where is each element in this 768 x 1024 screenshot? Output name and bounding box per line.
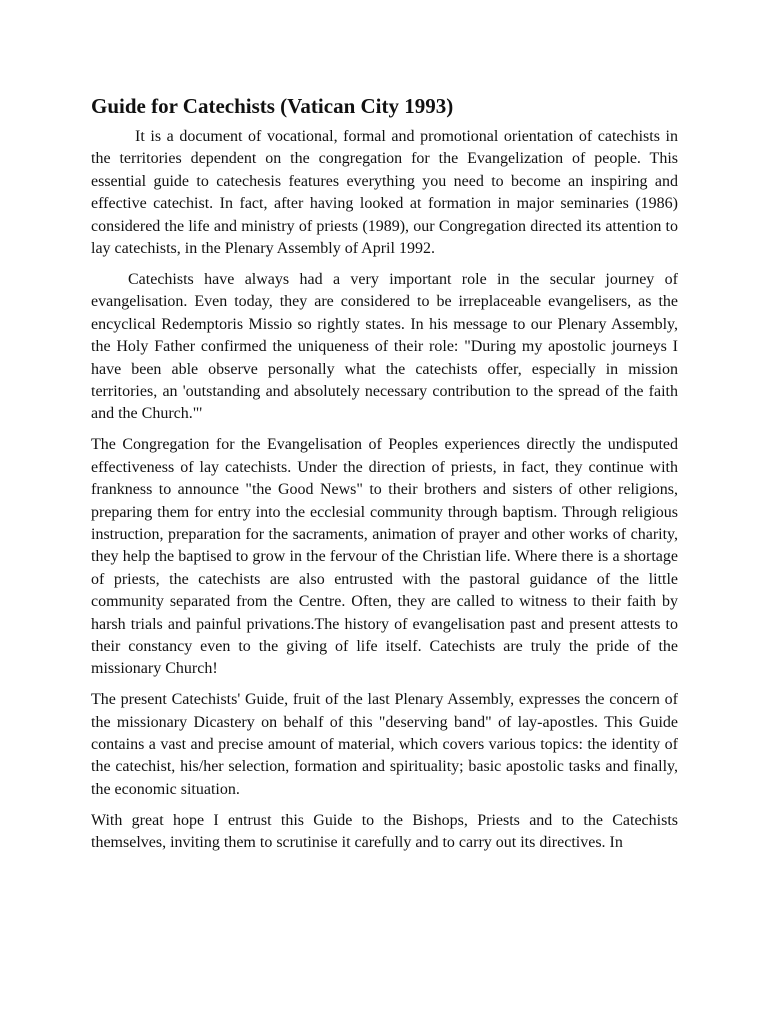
paragraph-entrust: With great hope I entrust this Guide to the Bishops, Priests and to the Catechists themselves, inviting them to scrutinise it carefully and to carry out its directives. In — [91, 811, 678, 852]
paragraph-present-guide: The present Catechists' Guide, fruit of the last Plenary Assembly, expresses the concern of the missionary Dicastery on behalf of this "deserving band" of lay-apostles. This Guide contains a vast and precise amount of material, which covers various topics: the identity of the catechist, his/her selection, formation and spirituality; basic apostolic tasks and finally, the economic situation. — [91, 691, 678, 798]
document-title: Guide for Catechists (Vatican City 1993) — [91, 94, 454, 118]
paragraph-catechists-role: Catechists have always had a very important role in the secular journey of evangelisation. Even today, they are considered to be irreplaceable evangelisers, as the encyclical Redemptoris Missio so rightly states. In his message to our Plenary Assembly, the Holy Father confirmed the uniqueness of their role: "During my apostolic journeys I have been able observe personally what the catechists offer, especially in mission territories, an 'outstanding and absolutely necessary contribution to the spread of the faith and the Church."' — [91, 270, 678, 423]
paragraph-congregation: The Congregation for the Evangelisation of Peoples experiences directly the undisputed effectiveness of lay catechists. Under the direction of priests, in fact, they continue with frankness to announce "the Good News" to their brothers and sisters of other religions, preparing them for entry into the ecclesial community through baptism. Through religious instruction, preparation for the sacraments, animation of prayer and other works of charity, they help the baptised to grow in the fervour of the Christian life. Where there is a shortage of priests, the catechists are also entrusted with the pastoral guidance of the little community separated from the Centre. Often, they are called to witness to their faith by harsh trials and painful privations.The history of evangelisation past and present attests to their constancy even to the giving of life itself. Catechists are truly the pride of the missionary Church! — [91, 436, 678, 678]
document-page — [91, 92, 678, 863]
paragraph-intro: It is a document of vocational, formal and promotional orientation of catechists in the territories dependent on the congregation for the Evangelization of people. This essential guide to catechesis features everything you need to become an inspiring and effective catechist. In fact, after having looked at formation in major seminaries (1986) considered the life and ministry of priests (1989), our Congregation directed its attention to lay catechists, in the Plenary Assembly of April 1992. — [91, 128, 678, 258]
